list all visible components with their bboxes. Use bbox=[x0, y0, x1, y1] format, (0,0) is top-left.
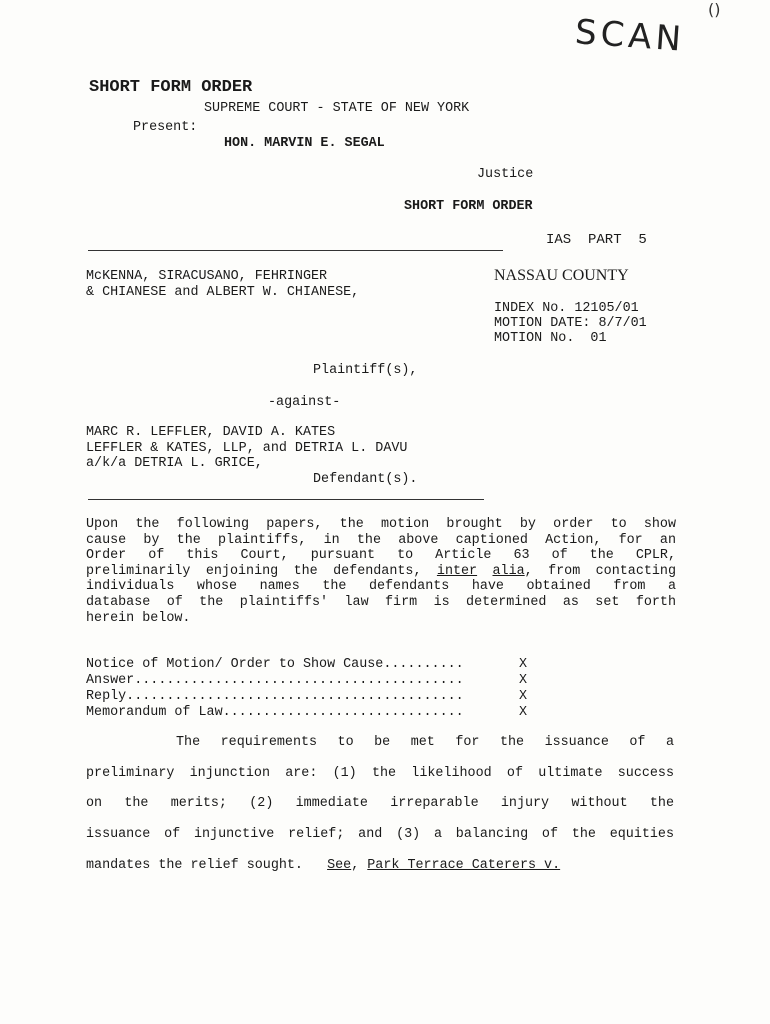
alia-italic: alia bbox=[492, 563, 525, 579]
present-label: Present: bbox=[133, 120, 198, 135]
defendants-line-1: MARC R. LEFFLER, DAVID A. KATES bbox=[86, 425, 336, 440]
handwritten-scan-note: SCAN bbox=[573, 12, 687, 60]
intro-line: herein below. bbox=[86, 610, 191, 626]
county-name: NASSAU COUNTY bbox=[494, 267, 629, 284]
motion-number: MOTION No. 01 bbox=[494, 331, 607, 346]
intro-line: preliminarily enjoining the defendants, inter alia, from contacting bbox=[86, 563, 676, 579]
inter-italic: inter bbox=[436, 563, 478, 579]
against-label: -against- bbox=[268, 395, 341, 410]
caption-bottom-rule bbox=[88, 499, 484, 500]
caption-top-rule bbox=[88, 250, 503, 251]
judge-name: HON. MARVIN E. SEGAL bbox=[224, 136, 385, 151]
intro-line: database of the plaintiffs' law firm is determined as set forth bbox=[86, 594, 676, 610]
handwritten-corner-mark: () bbox=[708, 0, 721, 19]
intro-line: Order of this Court, pursuant to Article 63 of the CPLR, bbox=[86, 548, 676, 564]
paper-mark: X bbox=[519, 689, 528, 704]
paper-mark: X bbox=[519, 657, 528, 672]
paper-item-notice: Notice of Motion/ Order to Show Cause.......... X bbox=[86, 657, 528, 672]
body-line-1: The requirements to be met for the issuance of a bbox=[176, 735, 674, 750]
ias-part: IAS PART 5 bbox=[546, 232, 647, 248]
body-line-2: preliminary injunction are: (1) the likelihood of ultimate success bbox=[86, 766, 674, 781]
motion-date: MOTION DATE: 8/7/01 bbox=[494, 316, 647, 331]
paper-item-memorandum: Memorandum of Law.............................. X bbox=[86, 705, 528, 720]
intro-paragraph bbox=[86, 517, 676, 626]
intro-line: cause by the plaintiffs, in the above captioned Action, for an bbox=[86, 532, 676, 548]
paper-item-reply: Reply.......................................... X bbox=[86, 689, 528, 704]
intro-line: individuals whose names the defendants have obtained from a bbox=[86, 579, 676, 595]
plaintiffs-line-2: & CHIANESE and ALBERT W. CHIANESE, bbox=[86, 285, 360, 300]
index-number: INDEX No. 12105/01 bbox=[494, 301, 639, 316]
body-line-4: issuance of injunctive relief; and (3) a balancing of the equities bbox=[86, 827, 674, 842]
case-citation: Park Terrace Caterers v. bbox=[367, 858, 561, 873]
plaintiffs-line-1: McKENNA, SIRACUSANO, FEHRINGER bbox=[86, 269, 328, 284]
paper-mark: X bbox=[519, 673, 528, 688]
form-title-right: SHORT FORM ORDER bbox=[404, 199, 533, 214]
defendants-line-2: LEFFLER & KATES, LLP, and DETRIA L. DAVU bbox=[86, 441, 408, 456]
defendants-label: Defendant(s). bbox=[313, 472, 418, 487]
paper-mark: X bbox=[519, 705, 528, 720]
see-signal: See bbox=[327, 858, 352, 873]
form-title: SHORT FORM ORDER bbox=[89, 78, 253, 97]
plaintiffs-label: Plaintiff(s), bbox=[313, 363, 418, 378]
paper-item-answer: Answer......................................... X bbox=[86, 673, 528, 688]
body-line-3: on the merits; (2) immediate irreparable injury without the bbox=[86, 796, 674, 811]
court-name: SUPREME COURT - STATE OF NEW YORK bbox=[204, 101, 470, 116]
body-line-5: mandates the relief sought. See, Park Terrace Caterers v. bbox=[86, 858, 561, 873]
defendants-line-3: a/k/a DETRIA L. GRICE, bbox=[86, 456, 263, 471]
justice-label: Justice bbox=[477, 167, 534, 182]
intro-line: Upon the following papers, the motion brought by order to show bbox=[86, 517, 676, 532]
